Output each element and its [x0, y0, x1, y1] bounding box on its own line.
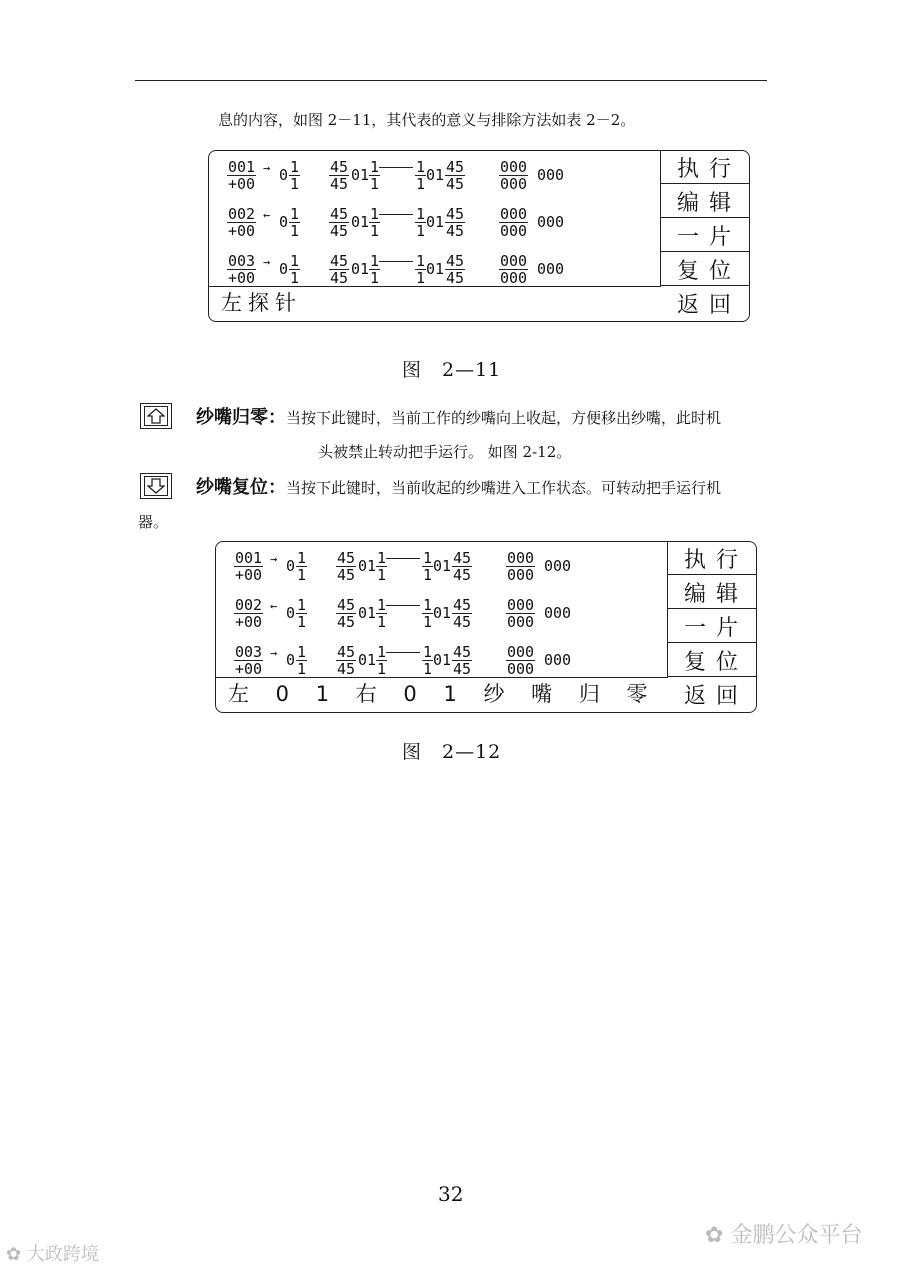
figure-caption-2-11: 图 2—11: [402, 359, 502, 381]
value-fraction-h: [506, 644, 535, 677]
carrier-number-den: +00: [235, 613, 263, 631]
value-fraction-d-den: 1: [377, 566, 387, 584]
softkey-return[interactable]: 返回: [676, 293, 741, 318]
carrier-number-den: +00: [235, 566, 263, 584]
value-fraction-h-num: 000: [507, 549, 535, 567]
direction-arrow: →: [270, 552, 278, 566]
value-fraction-d: [369, 206, 380, 239]
value-fraction-a-den: 1: [297, 566, 307, 584]
value-fraction-e-den: 1: [416, 269, 426, 287]
figure-caption-2-12: 图 2—12: [402, 741, 502, 763]
section-yarn-zero: [196, 408, 721, 428]
value-fraction-h: [506, 550, 535, 583]
value-fraction-a: [289, 159, 300, 192]
value-fraction-h-den: 000: [507, 613, 535, 631]
value-tail: 000: [544, 651, 572, 669]
value-fraction-a-num: 1: [297, 549, 307, 567]
value-fraction-d: [369, 253, 380, 286]
value-fraction-a-num: 1: [290, 158, 300, 176]
value-tail: 000: [537, 213, 565, 231]
carrier-number: [227, 206, 256, 239]
lcd-panel-figure-2-12: [215, 541, 757, 713]
value-fraction-g-num: 45: [453, 549, 472, 567]
direction-arrow: →: [263, 255, 271, 269]
value-fraction-h-den: 000: [500, 269, 528, 287]
value-fraction-e-den: 1: [416, 175, 426, 193]
section-title-yarn-zero: 纱嘴归零：: [196, 407, 286, 428]
value-fraction-e-num: 1: [416, 158, 426, 176]
value-fraction-d-num: 1: [370, 205, 380, 223]
value-zero: 0: [279, 260, 289, 278]
softkey-return[interactable]: 返回: [683, 684, 748, 709]
value-f: 01: [426, 260, 445, 278]
value-fraction-d-den: 1: [370, 269, 380, 287]
value-fraction-e-den: 1: [416, 222, 426, 240]
value-fraction-a: [289, 206, 300, 239]
value-fraction-d-num: 1: [377, 596, 387, 614]
value-fraction-a-den: 1: [290, 175, 300, 193]
value-fraction-d-den: 1: [370, 175, 380, 193]
value-fraction-b-den: 45: [337, 613, 356, 631]
value-f: 01: [426, 213, 445, 231]
value-fraction-h-den: 000: [500, 175, 528, 193]
value-line: [379, 167, 413, 168]
value-fraction-d-num: 1: [377, 643, 387, 661]
carrier-number-num: 001: [228, 158, 256, 176]
value-fraction-g-den: 45: [453, 660, 472, 678]
value-fraction-e-den: 1: [423, 613, 433, 631]
lcd-data-row: [234, 550, 674, 590]
watermark-right-text: 金鹏公众平台: [730, 1223, 863, 1248]
value-fraction-e: [422, 550, 433, 583]
value-fraction-e-num: 1: [416, 252, 426, 270]
value-fraction-d: [376, 644, 387, 677]
direction-arrow: →: [263, 161, 271, 175]
value-fraction-h-den: 000: [507, 566, 535, 584]
value-fraction-e-num: 1: [423, 549, 433, 567]
section-yarn-zero-line2: 头被禁止转动把手运行。 如图 2-12。: [318, 443, 572, 461]
intro-paragraph: 息的内容，如图 2－11，其代表的意义与排除方法如表 2－2。: [218, 111, 636, 129]
watermark-right: [705, 1218, 862, 1249]
value-fraction-d-num: 1: [377, 549, 387, 567]
value-fraction-b-den: 45: [337, 566, 356, 584]
value-c: 01: [351, 166, 370, 184]
carrier-number-num: 003: [235, 643, 263, 661]
carrier-number: [234, 644, 263, 677]
value-fraction-a-num: 1: [290, 252, 300, 270]
value-fraction-b: [336, 597, 356, 630]
value-fraction-d-den: 1: [377, 660, 387, 678]
page-number: 32: [438, 1182, 464, 1206]
softkey-execute[interactable]: 执行: [661, 151, 749, 184]
value-fraction-e-num: 1: [423, 643, 433, 661]
value-fraction-g: [445, 253, 465, 286]
value-line: [379, 261, 413, 262]
carrier-number: [227, 253, 256, 286]
value-f: 01: [426, 166, 445, 184]
value-fraction-e-den: 1: [423, 660, 433, 678]
value-fraction-b-num: 45: [337, 596, 356, 614]
value-fraction-b: [329, 159, 349, 192]
value-fraction-a-den: 1: [290, 222, 300, 240]
carrier-number: [227, 159, 256, 192]
value-fraction-e: [415, 206, 426, 239]
carrier-number-num: 002: [228, 205, 256, 223]
value-fraction-h: [499, 159, 528, 192]
carrier-number: [234, 597, 263, 630]
carrier-number-num: 001: [235, 549, 263, 567]
value-fraction-g: [452, 597, 472, 630]
value-fraction-e: [415, 159, 426, 192]
status-line: 左探针: [221, 291, 302, 315]
value-fraction-e: [422, 644, 433, 677]
value-c: 01: [351, 260, 370, 278]
value-fraction-h-num: 000: [500, 205, 528, 223]
value-line: [379, 214, 413, 215]
value-c: 01: [358, 604, 377, 622]
value-zero: 0: [279, 166, 289, 184]
value-fraction-g: [452, 550, 472, 583]
softkey-edit[interactable]: 编辑: [661, 185, 749, 218]
value-f: 01: [433, 651, 452, 669]
value-fraction-b-num: 45: [330, 158, 349, 176]
value-fraction-h-den: 000: [500, 222, 528, 240]
carrier-number-den: +00: [235, 660, 263, 678]
value-fraction-a: [289, 253, 300, 286]
value-fraction-h-num: 000: [507, 596, 535, 614]
value-tail: 000: [537, 260, 565, 278]
softkey-execute[interactable]: 执行: [668, 542, 756, 575]
value-fraction-b-den: 45: [337, 660, 356, 678]
section-yarn-reset: [196, 478, 721, 498]
direction-arrow: ←: [270, 599, 278, 613]
value-fraction-e-num: 1: [423, 596, 433, 614]
value-line: [386, 558, 420, 559]
lcd-data-area: [216, 542, 668, 678]
value-fraction-a: [296, 550, 307, 583]
value-fraction-a-num: 1: [297, 643, 307, 661]
carrier-number-num: 003: [228, 252, 256, 270]
value-fraction-a-den: 1: [297, 660, 307, 678]
value-fraction-g-num: 45: [446, 158, 465, 176]
value-f: 01: [433, 604, 452, 622]
carrier-number-den: +00: [228, 269, 256, 287]
softkey-column: [661, 151, 749, 321]
direction-arrow: ←: [263, 208, 271, 222]
watermark-left-text: 大政跨境: [26, 1244, 99, 1265]
value-f: 01: [433, 557, 452, 575]
value-tail: 000: [544, 557, 572, 575]
carrier-number-den: +00: [228, 222, 256, 240]
value-fraction-g-den: 45: [453, 613, 472, 631]
wechat-icon: ✿: [705, 1223, 724, 1248]
softkey-edit[interactable]: 编辑: [668, 576, 756, 609]
value-fraction-h-num: 000: [507, 643, 535, 661]
value-zero: 0: [286, 651, 296, 669]
value-line: [386, 652, 420, 653]
value-fraction-d-den: 1: [377, 613, 387, 631]
value-fraction-d: [369, 159, 380, 192]
value-fraction-h: [506, 597, 535, 630]
value-fraction-g-den: 45: [446, 222, 465, 240]
value-fraction-h-den: 000: [507, 660, 535, 678]
section2-text-line1: 当按下此键时，当前收起的纱嘴进入工作状态。可转动把手运行机: [286, 479, 722, 497]
yarn-carrier-up-icon: [140, 403, 172, 429]
value-fraction-h-num: 000: [500, 252, 528, 270]
yarn-carrier-down-icon: [140, 473, 172, 499]
carrier-number-den: +00: [228, 175, 256, 193]
value-fraction-h: [499, 253, 528, 286]
value-fraction-d-num: 1: [370, 252, 380, 270]
value-fraction-b-num: 45: [330, 252, 349, 270]
lcd-data-area: [209, 151, 661, 287]
value-fraction-g-den: 45: [446, 269, 465, 287]
value-fraction-b-den: 45: [330, 269, 349, 287]
lcd-data-row: [227, 159, 667, 199]
value-fraction-a-den: 1: [290, 269, 300, 287]
value-fraction-g-den: 45: [446, 175, 465, 193]
value-fraction-e-num: 1: [416, 205, 426, 223]
value-fraction-d: [376, 550, 387, 583]
value-fraction-g: [445, 159, 465, 192]
value-zero: 0: [286, 604, 296, 622]
value-fraction-e: [422, 597, 433, 630]
value-fraction-b-den: 45: [330, 222, 349, 240]
section-yarn-reset-line2: 器。: [138, 513, 169, 531]
header-rule: [135, 80, 767, 81]
value-fraction-d-num: 1: [370, 158, 380, 176]
value-c: 01: [358, 651, 377, 669]
value-fraction-g-num: 45: [446, 205, 465, 223]
value-fraction-g: [445, 206, 465, 239]
value-c: 01: [351, 213, 370, 231]
value-fraction-g-num: 45: [453, 596, 472, 614]
softkey-reset[interactable]: 复位: [668, 644, 756, 677]
softkey-column: [668, 542, 756, 712]
lcd-panel-figure-2-11: [208, 150, 750, 322]
value-fraction-a-den: 1: [297, 613, 307, 631]
softkey-reset[interactable]: 复位: [661, 253, 749, 286]
value-fraction-a: [296, 644, 307, 677]
value-fraction-d-den: 1: [370, 222, 380, 240]
lcd-data-row: [227, 206, 667, 246]
lcd-data-row: [234, 597, 674, 637]
value-fraction-g-den: 45: [453, 566, 472, 584]
status-line: 左 0 1 右 0 1 纱 嘴 归 零: [228, 682, 658, 706]
direction-arrow: →: [270, 646, 278, 660]
value-fraction-a: [296, 597, 307, 630]
value-tail: 000: [537, 166, 565, 184]
value-fraction-d: [376, 597, 387, 630]
value-fraction-e: [415, 253, 426, 286]
value-fraction-b: [336, 644, 356, 677]
value-fraction-b-num: 45: [330, 205, 349, 223]
value-fraction-b-num: 45: [337, 643, 356, 661]
section-title-yarn-reset: 纱嘴复位：: [196, 477, 286, 498]
value-tail: 000: [544, 604, 572, 622]
wechat-icon: ✿: [6, 1244, 22, 1265]
value-fraction-a-num: 1: [290, 205, 300, 223]
section-text-line1: 当按下此键时，当前工作的纱嘴向上收起，方便移出纱嘴，此时机: [286, 409, 722, 427]
value-fraction-e-den: 1: [423, 566, 433, 584]
value-line: [386, 605, 420, 606]
carrier-number: [234, 550, 263, 583]
softkey-one-piece[interactable]: 一片: [661, 219, 749, 252]
value-fraction-b: [329, 253, 349, 286]
value-c: 01: [358, 557, 377, 575]
value-fraction-b: [336, 550, 356, 583]
value-fraction-h-num: 000: [500, 158, 528, 176]
value-fraction-g-num: 45: [446, 252, 465, 270]
softkey-one-piece[interactable]: 一片: [668, 610, 756, 643]
value-fraction-h: [499, 206, 528, 239]
value-fraction-a-num: 1: [297, 596, 307, 614]
value-fraction-b-num: 45: [337, 549, 356, 567]
carrier-number-num: 002: [235, 596, 263, 614]
value-fraction-b: [329, 206, 349, 239]
value-fraction-g: [452, 644, 472, 677]
watermark-left: [6, 1240, 99, 1266]
value-fraction-b-den: 45: [330, 175, 349, 193]
value-zero: 0: [286, 557, 296, 575]
value-fraction-g-num: 45: [453, 643, 472, 661]
value-zero: 0: [279, 213, 289, 231]
